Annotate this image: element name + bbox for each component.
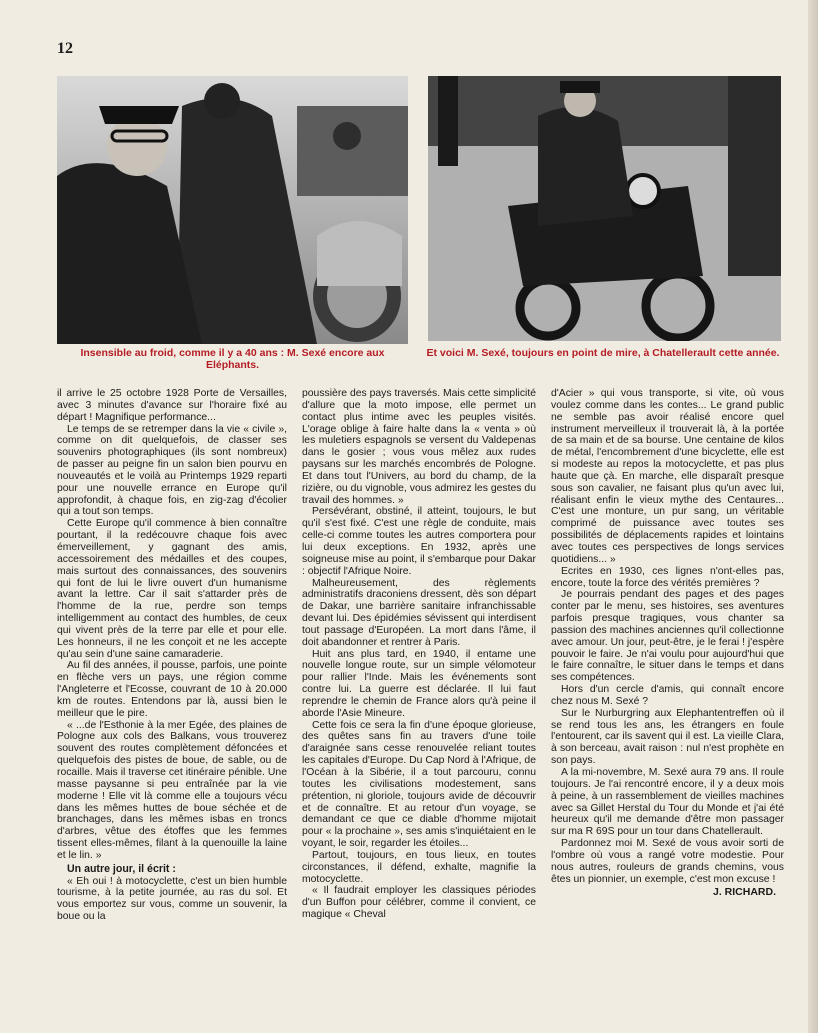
paragraph: Huit ans plus tard, en 1940, il entame une nouvelle longue route, sur un simple vélomoteur pour rallier l'Inde. Mais les événements sont contre lui. La guerre est déclarée. Il lui faut reprendre le chemin de France alors qu'à peine il aborde l'Asie Mineure. [302,648,536,719]
paragraph: Hors d'un cercle d'amis, qui connaît encore chez nous M. Sexé ? [551,684,784,707]
photo-caption-right: Et voici M. Sexé, toujours en point de mire, à Chatellerault cette année. [426,347,780,359]
paragraph: Persévérant, obstiné, il atteint, toujours, le but qu'il s'est fixé. C'est une règle de conduite, mais celle-ci comme toutes les autres comportera pour lui deux exceptions. En 1932, après une soigneuse mise au point, il s'embarque pour Dakar : objectif l'Afrique Noire. [302,506,536,577]
paragraph: Partout, toujours, en tous lieux, en toutes circonstances, il défend, exhalte, magnifie la motocyclette. [302,849,536,885]
article-column-1 [57,388,287,923]
paragraph: A la mi-novembre, M. Sexé aura 79 ans. Il roule toujours. Je l'ai rencontré encore, il y a deux mois à peine, à un rassemblement de vieilles machines avec sa Gillet Herstal du Tour du Monde et j'ai été heureux qu'il me demande d'être mon passager sur ma R 69S pour un tour dans Chatellerault. [551,767,784,838]
photo-caption-left: Insensible au froid, comme il y a 40 ans : M. Sexé encore aux Eléphants. [80,347,385,371]
section-heading: Un autre jour, il écrit : [67,862,176,875]
paragraph: Je pourrais pendant des pages et des pages conter par le menu, ses histoires, ses aventures parfois presque tragiques, vous chanter sa passion des machines anciennes qu'il collectionne avec amour. Un jour, peut-être, je le ferai ! j'espère pouvoir le faire. Je n'ai voulu pour aujourd'hui que le faire connaître, le situer dans le temps et dans ses compétences. [551,589,784,684]
paragraph: Cette fois ce sera la fin d'une époque glorieuse, des quêtes sans fin au travers d'une toile d'araignée sans cesse renouvelée reliant toutes les capitales d'Europe. Du Cap Nord à l'Afrique, de l'Océan à la Sibérie, il a tout parcouru, connu toutes les civilisations modestement, sans prétention, ni gloriole, toujours avide de découvrir et de connaître. Et au retour d'un voyage, se demandant ce que ce diable d'homme mijotait pour « la prochaine », ses amis s'inquiétaient en le voyant, le soir, regarder les étoiles... [302,719,536,850]
paragraph: Ecrites en 1930, ces lignes n'ont-elles pas, encore, toute la force des vérités premières ? [551,565,784,589]
page-number: 12 [57,40,73,57]
paragraph: « ...de l'Esthonie à la mer Egée, des plaines de Pologne aux cols des Balkans, vous trouverez souvent des routes complètement défoncées et quelquefois des pistes de boue, de sable, ou de rocaille. Mais il traverse cet itinéraire pénible. Une masse paysanne si peu entraînée par la vie moderne ! Elle vit là comme elle a toujours vécu dans les mêmes huttes de boue séchée et de branchages, dans les mêmes isbas en troncs d'arbres, vêtue des étoffes que les femmes tissent elles-mêmes, filant à la quenouille la laine et le lin. » [57,719,287,861]
paragraph: il arrive le 25 octobre 1928 Porte de Versailles, avec 3 minutes d'avance sur l'horaire fixé au départ ! Magnifique performance... [57,388,287,423]
paragraph: Pardonnez moi M. Sexé de vous avoir sorti de l'ombre où vous a rangé votre modestie. Pour nous autres, rouleurs de grands chemins, vous êtes un pionnier, un exemple, c'est mon excuse ! [551,838,784,885]
paragraph: Au fil des années, il pousse, parfois, une pointe en flèche vers un pays, une région comme l'Angleterre et l'Ecosse, couvrant de 10 à 20.000 km de routes. Entendons par là, aussi bien le meilleur que le pire. [57,660,287,719]
paragraph: d'Acier » qui vous transporte, si vite, où vous voulez comme dans les contes... Le grand public ne semble pas avoir réalisé encore quel instrument merveilleux il trouverait là, à la portée de sa main et de sa bourse. Une centaine de kilos de métal, l'encombrement d'une bicyclette, elle est si modeste au repos la motocyclette, et pas plus haute que çà. En marche, elle disparaît presque sous son cavalier, ne faisant plus qu'un avec lui, réalisant enfin le vieux mythe des Centaures... C'est une monture, un pur sang, un véritable comprimé de puissance avec toutes ses possibilités de déplacements rapides et lointains avec toutes ces perspectives de longs services quotidiens... » [551,388,784,565]
photo-winter-crowd [57,76,408,344]
paragraph: Le temps de se retremper dans la vie « civile », comme on dit quelquefois, de classer ses souvenirs photographiques (ils sont nombreux) de passer au peigne fin un salon bien pourvu en nouveautés et le voilà au Printemps 1929 reparti pour une nouvelle errance en Europe qu'il approfondit, à chaque fois, en zig-zag d'écolier qui a tout son temps. [57,423,287,518]
paragraph: Malheureusement, des règlements administratifs draconiens dressent, dès son départ de Dakar, une barrière sanitaire infranchissable devant lui. Des épidémies sévissent qui interdisent tout passage d'Européen. La mort dans l'âme, il doit abandonner et rentrer à Paris. [302,577,536,648]
article-column-2 [302,388,536,921]
page-edge [808,0,818,1033]
paragraph: Cette Europe qu'il commence à bien connaître pourtant, il la redécouvre chaque fois avec émerveillement, y gagnant des amis, accessoirement des médailles et des coupes, mais surtout des connaissances, des souvenirs qui font de lui le livre ouvert d'un humanisme avant la lettre. Car il sait s'attarder près de l'homme de la rue, perdre son temps intelligemment au contact des humbles, de ceux qui vivent près de la terre par elle et pour elle. Les honneurs, il ne les conçoit et ne les accepte qu'au sein d'une saine camaraderie. [57,518,287,660]
paragraph: poussière des pays traversés. Mais cette simplicité d'allure que la moto impose, elle permet un contact plus intime avec les peuples visités. L'orage oblige à faire halte dans la « venta » où les muletiers espagnols se versent du Valdepenas dans le gosier ; vous vous mêlez aux rudes paysans sur les marchés encombrés de Pologne. Et dans tout l'Univers, au bord du champ, de la rizière, ou du vignoble, vous admirez les gestes du travail des hommes. » [302,388,536,506]
paragraph: « Eh oui ! à motocyclette, c'est un bien humble tourisme, à la petite journée, au ras du sol. Et vous emportez sur vous, comme un souvenir, la boue ou la [57,875,287,923]
author-signature: J. RICHARD. [712,886,776,899]
photo-motorcycle-rider [428,76,781,341]
paragraph: Sur le Nurburgring aux Elephantentreffen où il se rend tous les ans, les étrangers en foule l'entourent, car ils savent qui il est. La vieille Clara, à son berceau, avait raison : nul n'est prophète en son pays. [551,707,784,767]
paragraph: « Il faudrait employer les classiques périodes d'un Buffon pour célébrer, comme il convient, ce magique « Cheval [302,885,536,921]
article-column-3 [551,388,784,899]
